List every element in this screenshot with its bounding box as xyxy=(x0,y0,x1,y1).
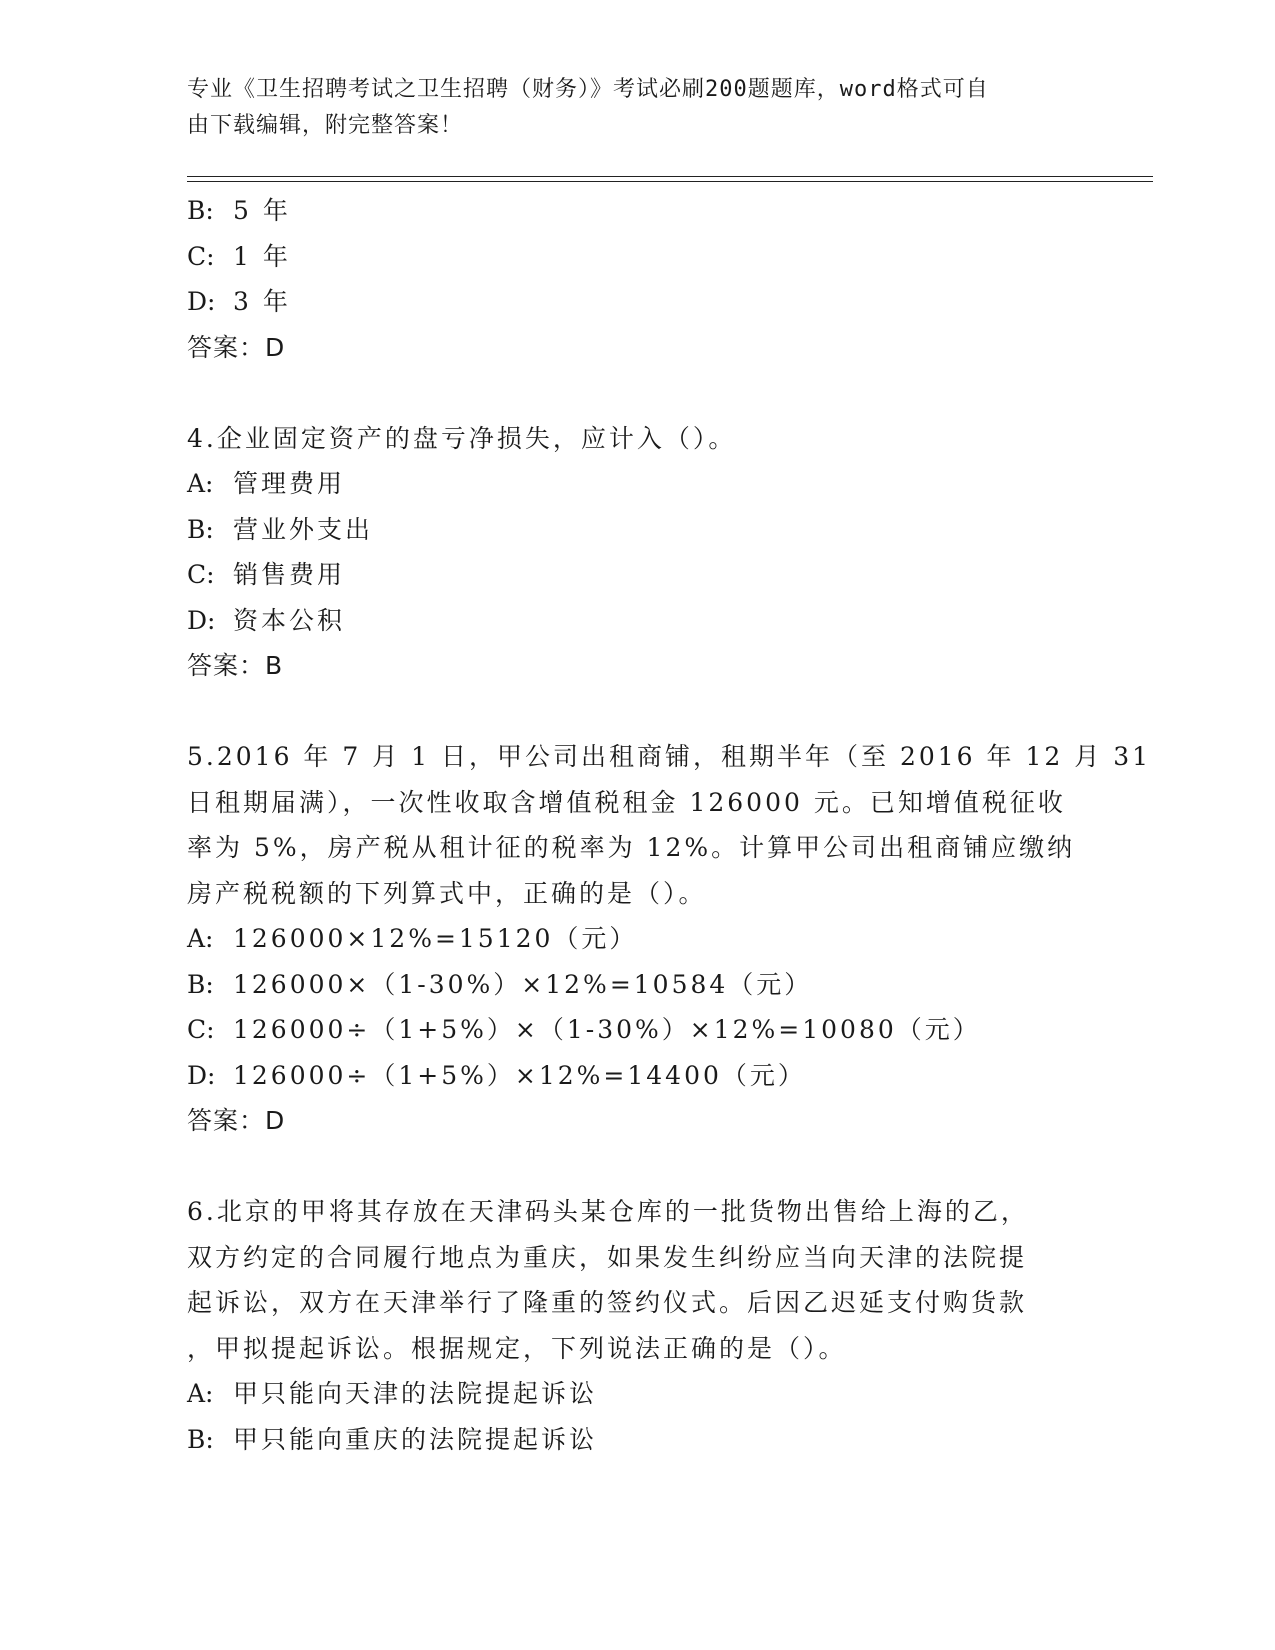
option-label: B: xyxy=(187,1424,214,1454)
question-block xyxy=(187,416,1087,735)
question-text-line: 6.北京的甲将其存放在天津码头某仓库的一批货物出售给上海的乙， xyxy=(187,1197,1029,1226)
answer-option xyxy=(187,234,1087,280)
answer-option xyxy=(187,1007,1087,1053)
option-text: 资本公积 xyxy=(233,605,346,635)
question-text-line: 4.企业固定资产的盘亏净损失，应计入（）。 xyxy=(187,423,737,453)
option-text: 5 年 xyxy=(233,196,291,225)
option-text: 126000×12%=15120（元） xyxy=(233,924,638,953)
spacer xyxy=(187,370,1087,416)
option-label: A: xyxy=(187,1379,214,1408)
option-text: 1 年 xyxy=(233,241,291,271)
option-text: 管理费用 xyxy=(233,469,346,498)
option-text: 甲只能向天津的法院提起诉讼 xyxy=(233,1379,598,1408)
option-label: D: xyxy=(187,1060,216,1090)
option-text: 126000÷（1+5%）×12%=14400（元） xyxy=(233,1060,806,1090)
question-text-line: 房产税税额的下列算式中，正确的是（）。 xyxy=(187,878,707,908)
spacer xyxy=(187,689,1087,735)
option-label: A: xyxy=(187,924,214,953)
option-text: 营业外支出 xyxy=(233,514,374,544)
option-label: B: xyxy=(187,514,214,544)
header-divider-bottom xyxy=(187,181,1153,182)
question-block xyxy=(187,734,1152,1189)
question-content xyxy=(187,188,1152,1462)
answer-option xyxy=(187,552,1087,598)
option-text: 甲只能向重庆的法院提起诉讼 xyxy=(233,1424,598,1454)
option-text: 126000÷（1+5%）×（1-30%）×12%=10080（元） xyxy=(233,1015,981,1044)
answer-option xyxy=(187,1417,1087,1463)
question-text-line: ，甲拟提起诉讼。根据规定，下列说法正确的是（）。 xyxy=(187,1333,847,1363)
option-text: 126000×（1-30%）×12%=10584（元） xyxy=(233,969,813,999)
answer-option xyxy=(187,916,1087,962)
question-text-line: 率为 5%，房产税从租计征的税率为 12%。计算甲公司出租商铺应缴纳 xyxy=(187,833,1076,862)
answer-option xyxy=(187,507,1087,553)
spacer xyxy=(187,1144,1087,1190)
question-block xyxy=(187,188,1087,416)
option-label: A: xyxy=(187,469,214,498)
question-text-line: 日租期届满），一次性收取含增值税租金 126000 元。已知增值税征收 xyxy=(187,787,1066,817)
option-label: C: xyxy=(187,560,215,589)
question-text-line: 起诉讼，双方在天津举行了隆重的签约仪式。后因乙迟延支付购货款 xyxy=(187,1288,1028,1317)
answer-option xyxy=(187,1053,1087,1099)
question-block xyxy=(187,1189,1087,1462)
answer-option xyxy=(187,188,1087,234)
header-line-2: 由下载编辑，附完整答案！ xyxy=(187,113,464,138)
option-label: D: xyxy=(187,287,216,316)
option-text: 3 年 xyxy=(233,287,291,316)
option-label: B: xyxy=(187,196,214,225)
option-label: C: xyxy=(187,241,215,271)
header-line-1: 专业《卫生招聘考试之卫生招聘（财务）》考试必刷200题题库，word格式可自 xyxy=(187,77,989,102)
header-divider-top xyxy=(187,176,1153,177)
answer-key: 答案：B xyxy=(187,651,284,680)
answer-key: 答案：D xyxy=(187,1106,286,1135)
answer-option xyxy=(187,1371,1087,1417)
answer-option xyxy=(187,279,1087,325)
document-header xyxy=(187,72,1067,144)
question-text-line: 双方约定的合同履行地点为重庆，如果发生纠纷应当向天津的法院提 xyxy=(187,1242,1028,1272)
answer-option xyxy=(187,962,1087,1008)
option-text: 销售费用 xyxy=(233,560,346,589)
option-label: B: xyxy=(187,969,214,999)
answer-option xyxy=(187,461,1087,507)
answer-option xyxy=(187,598,1087,644)
option-label: C: xyxy=(187,1015,215,1044)
option-label: D: xyxy=(187,605,216,635)
question-text-line: 5.2016 年 7 月 1 日，甲公司出租商铺，租期半年（至 2016 年 12 月 31 xyxy=(187,742,1152,771)
answer-key: 答案：D xyxy=(187,332,286,362)
